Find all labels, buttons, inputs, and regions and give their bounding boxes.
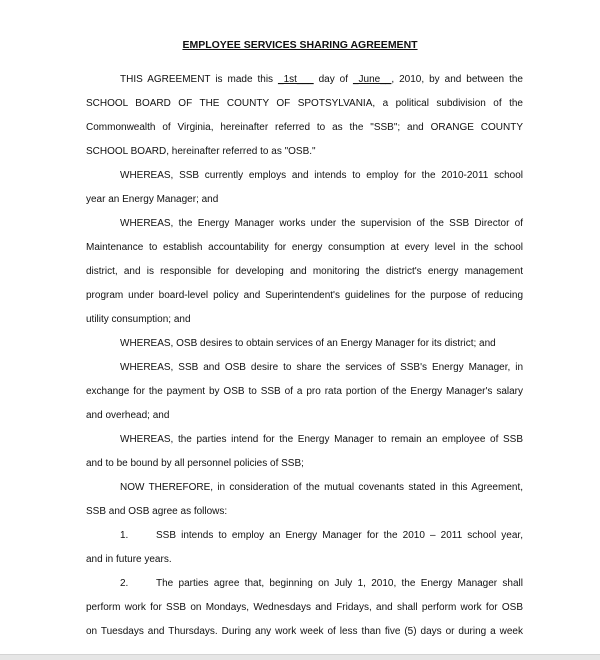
paragraph-line: year an Energy Manager; and [86,194,219,205]
paragraph-line: SSB and OSB agree as follows: [86,506,228,517]
paragraph-line: Maintenance to establish accountability for energy consumption at every level in the school [86,242,523,253]
item-number: 1. [120,530,129,541]
paragraph-line: and in future years. [86,554,172,565]
text: SSB intends to employ an Energy Manager for the 2010 – 2011 school year, [156,530,523,541]
paragraph-line: program under board-level policy and Superintendent's guidelines for the purpose of reducing [86,290,523,301]
paragraph-line: perform work for SSB on Mondays, Wednesdays and Fridays, and shall perform work for OSB [86,602,523,613]
list-item-1 [120,529,523,543]
text: , 2010, by and between the [391,74,523,85]
paragraph-line [120,73,523,87]
document-title: EMPLOYEE SERVICES SHARING AGREEMENT [182,39,418,51]
paragraph-line: NOW THEREFORE, in consideration of the mutual covenants stated in this Agreement, [120,482,523,493]
paragraph-line: WHEREAS, the Energy Manager works under the supervision of the SSB Director of [120,218,523,229]
paragraph-line: on Tuesdays and Thursdays. During any work week of less than five (5) days or during a week [86,626,523,637]
item-number: 2. [120,578,129,589]
day-field: _1st___ [278,74,314,85]
text: day of [313,74,353,85]
text: The parties agree that, beginning on July 1, 2010, the Energy Manager shall [156,578,523,589]
paragraph-line: WHEREAS, SSB currently employs and intends to employ for the 2010-2011 school [120,170,523,181]
paragraph-line: SCHOOL BOARD OF THE COUNTY OF SPOTSYLVANIA, a political subdivision of the [86,98,523,109]
paragraph-line: Commonwealth of Virginia, hereinafter referred to as the "SSB"; and ORANGE COUNTY [86,122,523,133]
paragraph-line: and overhead; and [86,410,170,421]
paragraph-line: district, and is responsible for developing and monitoring the district's energy management [86,266,523,277]
paragraph-line: utility consumption; and [86,314,191,325]
month-field: _June__ [353,74,392,85]
paragraph-line: SCHOOL BOARD, hereinafter referred to as "OSB." [86,146,316,157]
paragraph-line: WHEREAS, the parties intend for the Energy Manager to remain an employee of SSB [120,434,523,445]
paragraph-line: exchange for the payment by OSB to SSB of a pro rata portion of the Energy Manager's salary [86,386,523,397]
list-item-2 [120,577,523,591]
paragraph-line: WHEREAS, SSB and OSB desire to share the services of SSB's Energy Manager, in [120,362,523,373]
paragraph-line: WHEREAS, OSB desires to obtain services of an Energy Manager for its district; and [120,338,496,349]
page-bottom-edge [0,654,600,660]
paragraph-line: and to be bound by all personnel policies of SSB; [86,458,304,469]
text: THIS AGREEMENT is made this [120,74,279,85]
